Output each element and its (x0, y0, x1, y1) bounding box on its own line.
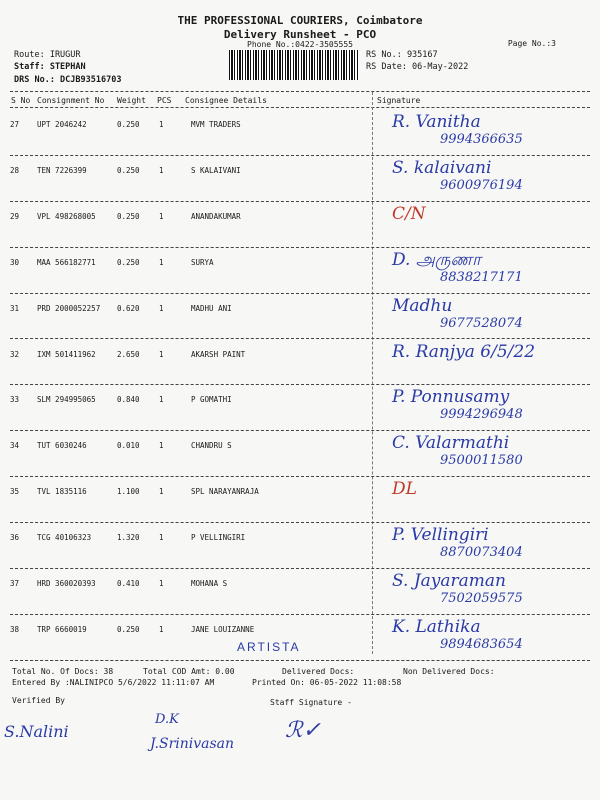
row-pcs: 1 (159, 579, 164, 588)
signature-phone: 8870073404 (440, 545, 523, 561)
row-consignee: SURYA (191, 257, 214, 267)
row-sno: 30 (10, 257, 20, 267)
row-weight: 0.010 (117, 441, 140, 451)
row-weight: 0.410 (117, 579, 140, 588)
signature-name: R. Ranjya 6/5/22 (392, 341, 536, 362)
row-pcs: 1 (159, 120, 164, 129)
col-sno: S No (11, 96, 31, 105)
row-consignee: MVM TRADERS (191, 120, 241, 129)
col-pcs: PCS (157, 96, 172, 105)
row-pcs: 1 (159, 257, 164, 267)
row-consignment-no: TEN 7226399 (37, 165, 87, 175)
row-consignee: P GOMATHI (191, 395, 232, 405)
row-consignment-no: SLM 294995065 (37, 395, 96, 405)
header-rule-top (10, 91, 590, 92)
company-title: THE PROFESSIONAL COURIERS, Coimbatore (177, 14, 423, 27)
row-pcs: 1 (159, 303, 164, 313)
row-sno: 27 (10, 120, 20, 129)
signature-name: Madhu (392, 295, 453, 316)
non-delivered-docs: Non Delivered Docs: (403, 667, 495, 676)
sheet-title: Delivery Runsheet - PCO (223, 28, 377, 41)
staff: Staff: STEPHAN (14, 62, 86, 72)
staff-signature-label: Staff Signature - (270, 698, 352, 707)
row-consignment-no: TRP 6660019 (37, 624, 87, 634)
row-pcs: 1 (159, 395, 164, 405)
row-weight: 0.250 (117, 624, 140, 634)
table-row (10, 477, 590, 523)
verifier-signature-1: S.Nalini (4, 722, 69, 741)
row-weight: 0.840 (117, 395, 140, 405)
staff-signature: ℛ✓ (285, 718, 321, 743)
verified-by: Verified By (12, 696, 65, 705)
col-weight: Weight (117, 96, 146, 105)
row-consignee: S KALAIVANI (191, 165, 241, 175)
row-sno: 34 (10, 441, 20, 451)
rs-date: RS Date: 06-May-2022 (366, 62, 469, 72)
verifier-signature-2: D.K (155, 712, 179, 727)
row-weight: 2.650 (117, 349, 140, 359)
row-consignee: AKARSH PAINT (191, 349, 246, 359)
row-sno: 36 (10, 533, 20, 543)
row-weight: 0.250 (117, 257, 140, 267)
col-consignee: Consignee Details (185, 96, 267, 105)
signature-name: R. Vanitha (392, 112, 481, 132)
table-row (10, 523, 590, 569)
signature-name: C/N (392, 203, 426, 224)
row-weight: 1.320 (117, 533, 140, 543)
row-consignment-no: TCG 40106323 (37, 533, 92, 543)
signature-name: S. Jayaraman (392, 571, 507, 591)
header-rule-bottom (10, 107, 590, 108)
drs-number: DRS No.: DCJB93516703 (14, 75, 122, 85)
row-weight: 0.250 (117, 211, 140, 221)
table-row (10, 340, 590, 386)
row-sno: 38 (10, 624, 20, 634)
signature-name: P. Ponnusamy (392, 387, 510, 408)
row-consignment-no: MAA 566182771 (37, 257, 96, 267)
table-row (10, 569, 590, 615)
row-consignee: P VELLINGIRI (191, 533, 246, 543)
table-row (10, 110, 590, 156)
row-pcs: 1 (159, 349, 164, 359)
signature-phone: 8838217171 (440, 269, 523, 285)
signature-name: K. Lathika (392, 616, 481, 637)
row-consignee: ANANDAKUMAR (191, 211, 241, 221)
row-weight: 0.250 (117, 120, 140, 129)
row-consignee: JANE LOUIZANNE (191, 624, 255, 634)
signature-phone: 9677528074 (440, 315, 523, 331)
row-consignee: SPL NARAYANRAJA (191, 487, 259, 497)
col-signature: Signature (377, 96, 421, 105)
row-consignment-no: PRD 2000052257 (37, 303, 101, 313)
row-consignment-no: TUT 6030246 (37, 441, 87, 451)
row-sno: 32 (10, 349, 20, 359)
row-sno: 29 (10, 211, 20, 221)
phone-number: Phone No.:0422-3505555 (247, 40, 353, 49)
row-pcs: 1 (159, 211, 164, 221)
footer-rule (10, 660, 590, 661)
signature-name: C. Valarmathi (392, 433, 510, 454)
signature-phone: 9994366635 (440, 132, 523, 147)
signature-phone: 9600976194 (440, 177, 523, 193)
signature-name: P. Vellingiri (392, 525, 489, 546)
delivered-docs: Delivered Docs: (282, 667, 355, 676)
signature-phone: 9500011580 (440, 453, 523, 469)
row-weight: 0.620 (117, 303, 140, 313)
page-number: Page No.:3 (507, 39, 556, 48)
signature-name: D. அருணா (392, 249, 481, 270)
signature-phone: 9994296948 (440, 407, 523, 423)
printed-on: Printed On: 06-05-2022 11:08:58 (252, 678, 402, 687)
rs-number: RS No.: 935167 (366, 50, 438, 60)
row-weight: 0.250 (117, 165, 140, 175)
table-row (10, 294, 590, 340)
row-pcs: 1 (159, 165, 164, 175)
row-consignment-no: VPL 498268005 (37, 211, 96, 221)
signature-phone: 9894683654 (440, 636, 523, 652)
barcode (229, 50, 359, 80)
row-consignment-no: HRD 360020393 (37, 579, 96, 588)
signature-name: DL (392, 479, 417, 500)
signature-name: S. kalaivani (392, 157, 492, 178)
signature-phone: 7502059575 (440, 591, 523, 606)
row-consignment-no: IXM 501411962 (37, 349, 96, 359)
row-consignment-no: TVL 1835116 (37, 487, 87, 497)
row-pcs: 1 (159, 624, 164, 634)
row-consignee: CHANDRU S (191, 441, 232, 451)
row-consignment-no: UPT 2046242 (37, 120, 87, 129)
table-row (10, 202, 590, 248)
row-consignee: MOHANA S (191, 579, 228, 588)
row-sno: 31 (10, 303, 20, 313)
artista-stamp: ARTISTA (237, 640, 301, 654)
verifier-signature-3: J.Srinivasan (150, 736, 235, 752)
total-docs: Total No. Of Docs: 38 (12, 667, 114, 676)
entered-by: Entered By :NALINIPCO 5/6/2022 11:11:07 AM (12, 678, 215, 687)
table-row (10, 156, 590, 202)
row-consignee: MADHU ANI (191, 303, 232, 313)
total-cod: Total COD Amt: 0.00 (143, 667, 235, 676)
table-row (10, 385, 590, 431)
row-sno: 33 (10, 395, 20, 405)
row-sno: 28 (10, 165, 20, 175)
route: Route: IRUGUR (14, 50, 81, 60)
row-sno: 35 (10, 487, 20, 497)
row-sno: 37 (10, 579, 20, 588)
row-pcs: 1 (159, 441, 164, 451)
table-row (10, 431, 590, 477)
table-row (10, 248, 590, 294)
row-pcs: 1 (159, 487, 164, 497)
col-consignment: Consignment No (37, 96, 105, 105)
row-pcs: 1 (159, 533, 164, 543)
row-weight: 1.100 (117, 487, 140, 497)
